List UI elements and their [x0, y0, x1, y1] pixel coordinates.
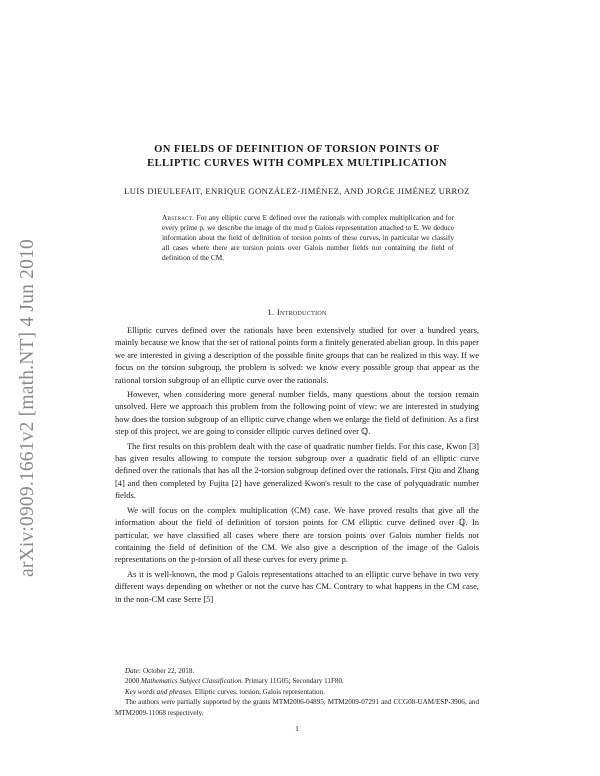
- paragraph: However, when considering more general number fields, many questions about the torsion remain unsolved. Here we approach this problem from the following point of view: we are interested in studying how does the torsion subgroup of an elliptic curve change when we enlarge the field of definition. As a first step of this project, we are going to consider elliptic curves defined over ℚ.: [115, 389, 479, 437]
- abstract-label: Abstract.: [162, 213, 195, 222]
- section-number: 1.: [267, 307, 275, 317]
- paragraph: The first results on this problem dealt with the case of quadratic number fields. For this case, Kwon [3] has given results allowing to compute the torsion subgroup over a quadratic field of an elliptic curve defined over the rationals that has all the 2-torsion subgroup defined over the rationals. First Qiu and Zhang [4] and then completed by Fujita [2] have generalized Kwon's result to the case of polyquadratic number fields.: [115, 440, 479, 501]
- footnote-keywords-label: Key words and phrases.: [125, 687, 193, 696]
- title-line-1: ON FIELDS OF DEFINITION OF TORSION POINTS OF: [154, 144, 440, 155]
- footnote-date: [115, 666, 479, 676]
- footnote-msc-label: Mathematics Subject Classification.: [140, 677, 244, 686]
- footnote-date-value: October 22, 2018.: [142, 667, 195, 675]
- footnote-keywords: [115, 687, 479, 697]
- paragraph: As it is well-known, the mod p Galois representations attached to an elliptic curve behave in two very different ways depending on whether or not the curve has CM. Contrary to what happens in the CM case, in the non-CM case Serre [5]: [115, 568, 479, 604]
- title-line-2: ELLIPTIC CURVES WITH COMPLEX MULTIPLICATION: [147, 158, 447, 169]
- footnote-msc-value: Primary 11G05; Secondary 11F80.: [245, 677, 344, 686]
- page-number: 1: [295, 724, 299, 733]
- footnote-keywords-value: Elliptic curves, torsion, Galois representation.: [194, 687, 325, 696]
- body-text: [115, 324, 479, 605]
- paragraph: We will focus on the complex multiplication (CM) case. We have proved results that give all the information about the field of definition of torsion points for CM elliptic curve defined over ℚ. In particular, we have classified all cases where there are torsion points over Galois number fields not containing the field of definition of the CM. We also give a description of the image of the Galois representations on the p-torsion of all these curves for every prime p.: [115, 504, 479, 565]
- authors: LUIS DIEULEFAIT, ENRIQUE GONZÁLEZ-JIMÉNEZ, AND JORGE JIMÉNEZ URROZ: [124, 186, 470, 196]
- paper-title: [115, 143, 479, 171]
- section-title: Introduction: [276, 307, 327, 317]
- section-heading: [115, 307, 479, 317]
- footnote-date-label: Date:: [125, 667, 142, 675]
- footnote-grants: The authors were partially supported by the grants MTM2006-04895, MTM2009-07291 and CCG08-UAM/ESP-3906, and MTM2009-11068 respectively.: [115, 698, 479, 717]
- arxiv-identifier-text: arXiv:0909.1661v2 [math.NT] 4 Jun 2010: [17, 239, 38, 577]
- abstract-text: For any elliptic curve E defined over the rationals with complex multiplication and for every prime p, we describe the image of the mod p Galois representation attached to E. We deduce information about the field of definition of torsion points of these curves, in particular we classify all cases where there are torsion points over Galois number fields not containing the field of definition of the CM.: [162, 213, 455, 262]
- footnote-msc-prefix: 2000: [125, 677, 140, 686]
- footnotes: [115, 666, 479, 718]
- footnote-msc: [115, 676, 479, 686]
- paragraph: Elliptic curves defined over the rationals have been extensively studied for over a hundred years, mainly because we know that the set of rational points form a finitely generated abelian group. In this paper we are interested in giving a description of the possible finite groups that can be realized in this way. If we focus on the torsion subgroup, the problem is solved: we know every possible group that appear as the rational torsion subgroup of an elliptic curve over the rationals.: [115, 325, 479, 385]
- abstract: [162, 213, 454, 263]
